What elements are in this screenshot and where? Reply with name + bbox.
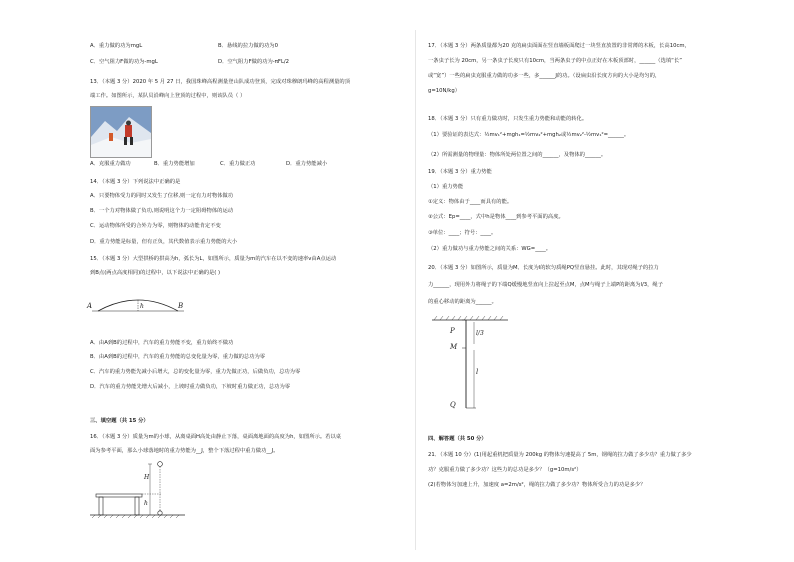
q15-option-a: A．由A到B的过程中，汽车的重力势能不变，重力始终不做功 <box>90 340 234 346</box>
table-label-H: H <box>144 474 150 481</box>
rope-label-l: l <box>476 368 479 376</box>
q13-option-d: D．重力势能减小 <box>286 161 328 167</box>
q18-part1: （1）要验证的表达式：½mv₁²+mgh₁=½mv₂²+mgh₂或½mv₂²-½mv₁²=______。 <box>428 132 630 138</box>
q14-option-b: B．一个力对物体做了负功,则说明这个力一定阻碍物体的运动 <box>90 208 234 214</box>
q19-part2: （2）重力做功与重力势能之间的关系：WG=____。 <box>428 246 552 252</box>
q19-part1-formula: ②公式：Ep=____，式中h是物体____到参考平面的高度。 <box>428 214 564 220</box>
q20-line1: 20．（本题 3 分）如图所示，质量为M、长度为l的软匀质绳PQ竖直悬挂。此时，其现对绳子的拉力 <box>428 265 659 271</box>
bridge-label-h: h <box>140 303 144 310</box>
bridge-label-a: A <box>87 302 93 310</box>
rope-label-Q: Q <box>450 401 456 409</box>
q17-line1: 17．（本题 3 分）两条质量都为20 克的扁虫面面在竖直墙板面爬过一块竖直放置的非常薄的木板，长高10cm， <box>428 43 690 49</box>
q12-option-d: D．空气阻力F做的功为-πFL/2 <box>218 59 290 65</box>
q17-line4: g=10N/kg） <box>428 88 461 94</box>
q13-stem-line2: 端工作。如图所示，某队员沿峰向上登顶的过程中，则该队员（ ） <box>90 93 246 99</box>
q21-line3: (2)若物体匀加速上升，加速度 a=2m/s²，绳的拉力做了多少功？物体所受合力的功是多少？ <box>428 482 646 488</box>
q15-option-d: D．汽车的重力势能先增大后减小，上坡时重力做负功，下坡时重力做正功，总功为零 <box>90 384 291 390</box>
q16-stem-line2: 面为参考平面，那么小球落地时的重力势能为__J，整个下落过程中重力做功__J。 <box>90 448 279 454</box>
rope-label-M: M <box>450 343 458 351</box>
table-ball-diagram <box>90 460 190 522</box>
q14-option-d: D．重力势能是标量，但有正负，其代数值表示重力势能的大小 <box>90 239 238 245</box>
q16-stem-line1: 16．（本题 3 分）质量为m的小球，从离桌面H高处由静止下落，桌面离地面的高度为h，如图所示。若以桌 <box>90 434 342 440</box>
q15-stem-line1: 15．（本题 3 分）大型拱桥的拱高为h，弧长为L，如图所示，质量为m的汽车在以不变的速率v由A点运动 <box>90 256 337 262</box>
q19-part1-unit: ③单位：____；符号：____。 <box>428 230 497 236</box>
column-divider <box>415 30 416 550</box>
q13-option-c: C．重力做正功 <box>220 161 256 167</box>
rope-diagram <box>428 314 518 414</box>
table-label-h: h <box>144 500 148 507</box>
q13-option-a: A．克服重力做功 <box>90 161 131 167</box>
q18-stem: 18．（本题 3 分）只有重力做功时，只发生重力势能和动能的转化。 <box>428 116 588 122</box>
q19-stem: 19．（本题 3 分）重力势能 <box>428 169 492 175</box>
q20-line2: 力______，现用外力将绳子的下端Q缓慢地竖直向上拉起至点M，点M与绳子上端P的距离为l/3，绳子 <box>428 282 664 288</box>
q17-line2: 一条虫子长为 20cm，另一条虫子长度只有10cm，当两条虫子的中点正好在木板顶部时，______（选填“长” <box>428 58 682 64</box>
q12-option-b: B．悬线的拉力做的功为0 <box>218 43 278 49</box>
q14-stem: 14．（本题 3 分）下列说法中正确的是 <box>90 179 181 185</box>
q15-stem-line2: 到B点(两点高度相同)的过程中，以下说法中正确的是( ) <box>90 270 221 276</box>
section-4-heading: 四、解答题（共 50 分） <box>428 436 487 442</box>
q17-line3: 或“宽”）一些的扁虫克服重力做的功多一些，多______J的功。（设扁虫沿长度方向的大小是均匀的， <box>428 73 661 79</box>
rope-label-P: P <box>450 327 455 335</box>
q20-line3: 的重心移动的距离为______。 <box>428 299 497 305</box>
q19-part1-definition: ①定义：物体由于____而具有的能。 <box>428 199 513 205</box>
q15-option-c: C．汽车的重力势能先减小后增大，总的变化量为零，重力先做正功，后做负功，总功为零 <box>90 369 301 375</box>
q19-part1: （1）重力势能 <box>428 184 464 190</box>
rope-label-l-third: l/3 <box>476 330 484 337</box>
mountain-climber-photo <box>90 106 152 158</box>
q13-stem-line1: 13．（本题 3 分）2020 年 5 月 27 日，我国珠峰高程测量登山队成功登顶，完成对珠穆朗玛峰的高程测量的顶 <box>90 79 351 85</box>
q21-line2: 功？克服重力做了多少功？这些力的总功是多少？（g=10m/s²） <box>428 467 582 473</box>
q14-option-a: A．只要物体受力的同时又发生了位移,则一定有力对物体做功 <box>90 193 234 199</box>
q12-option-c: C．空气阻力F做的功为-mgL <box>90 59 158 65</box>
section-3-heading: 三、填空题（共 15 分） <box>90 418 149 424</box>
q12-option-a: A．重力做的功为mgL <box>90 43 143 49</box>
q13-option-b: B．重力势能增加 <box>154 161 195 167</box>
bridge-label-b: B <box>178 302 184 310</box>
q18-part2: （2）所需测量的物理量：物体所处两位置之间的______，及物体的______。 <box>428 152 607 158</box>
q21-line1: 21．（本题 10 分）(1)用起重机把质量为 200kg 的物体匀速提高了 5m，钢绳的拉力做了多少功？重力做了多少 <box>428 452 692 458</box>
q15-option-b: B．由A到B的过程中，汽车的重力势能的总变化量为零，重力做的总功为零 <box>90 354 266 360</box>
q14-option-c: C．运动物体所受的合外力为零，则物体的动能肯定不变 <box>90 223 221 229</box>
